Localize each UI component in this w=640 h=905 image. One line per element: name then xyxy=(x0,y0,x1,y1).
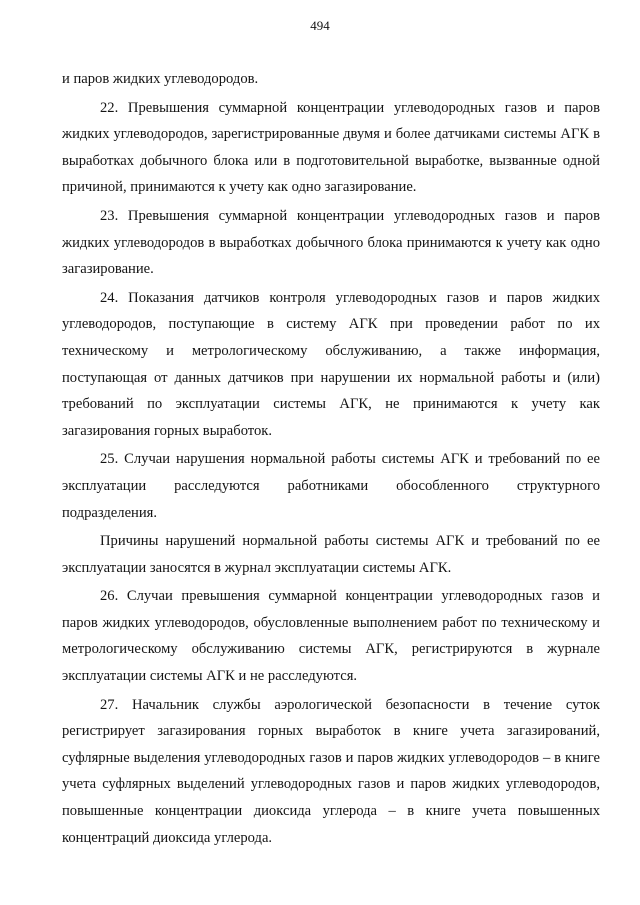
paragraph-23: 23. Превышения суммарной концентрации углеводородных газов и паров жидких углеводородов в выработках добычного блока принимаются к учету как одно загазирование. xyxy=(62,207,600,278)
document-body xyxy=(62,66,600,853)
paragraph-continuation: и паров жидких углеводородов. xyxy=(62,71,259,87)
paragraph-24: 24. Показания датчиков контроля углеводородных газов и паров жидких углеводородов, поступающие в систему АГК при проведении работ по их техническому и метрологическому обслуживанию, а также информация, поступающая от данных датчиков при нарушении их нормальной работы и (или) требований по эксплуатации системы АГК, не принимаются к учету как загазирования горных выработок. xyxy=(62,289,600,439)
paragraph-27: 27. Начальник службы аэрологической безопасности в течение суток регистрирует загазирования горных выработок в книге учета загазирований, суфлярные выделения углеводородных газов и паров жидких углеводородов – в книге учета суфлярных выделений углеводородных газов и паров жидких углеводородов, повышенные концентрации диоксида углерода – в книге учета повышенных концентраций диоксида углерода. xyxy=(62,696,600,846)
page-number: 494 xyxy=(310,18,330,33)
paragraph-25-causes: Причины нарушений нормальной работы системы АГК и требований по ее эксплуатации заносятся в журнал эксплуатации системы АГК. xyxy=(62,533,600,576)
paragraph-22: 22. Превышения суммарной концентрации углеводородных газов и паров жидких углеводородов, зарегистрированные двумя и более датчиками системы АГК в выработках добычного блока или в подготовительной выработке, вызванные одной причиной, принимаются к учету как одно загазирование. xyxy=(62,99,600,196)
paragraph-25: 25. Случаи нарушения нормальной работы системы АГК и требований по ее эксплуатации расследуются работниками обособленного структурного подразделения. xyxy=(62,451,600,521)
paragraph-26: 26. Случаи превышения суммарной концентрации углеводородных газов и паров жидких углеводородов, обусловленные выполнением работ по техническому и метрологическому обслуживанию системы АГК, регистрируются в журнале эксплуатации системы АГК и не расследуются. xyxy=(62,588,600,685)
